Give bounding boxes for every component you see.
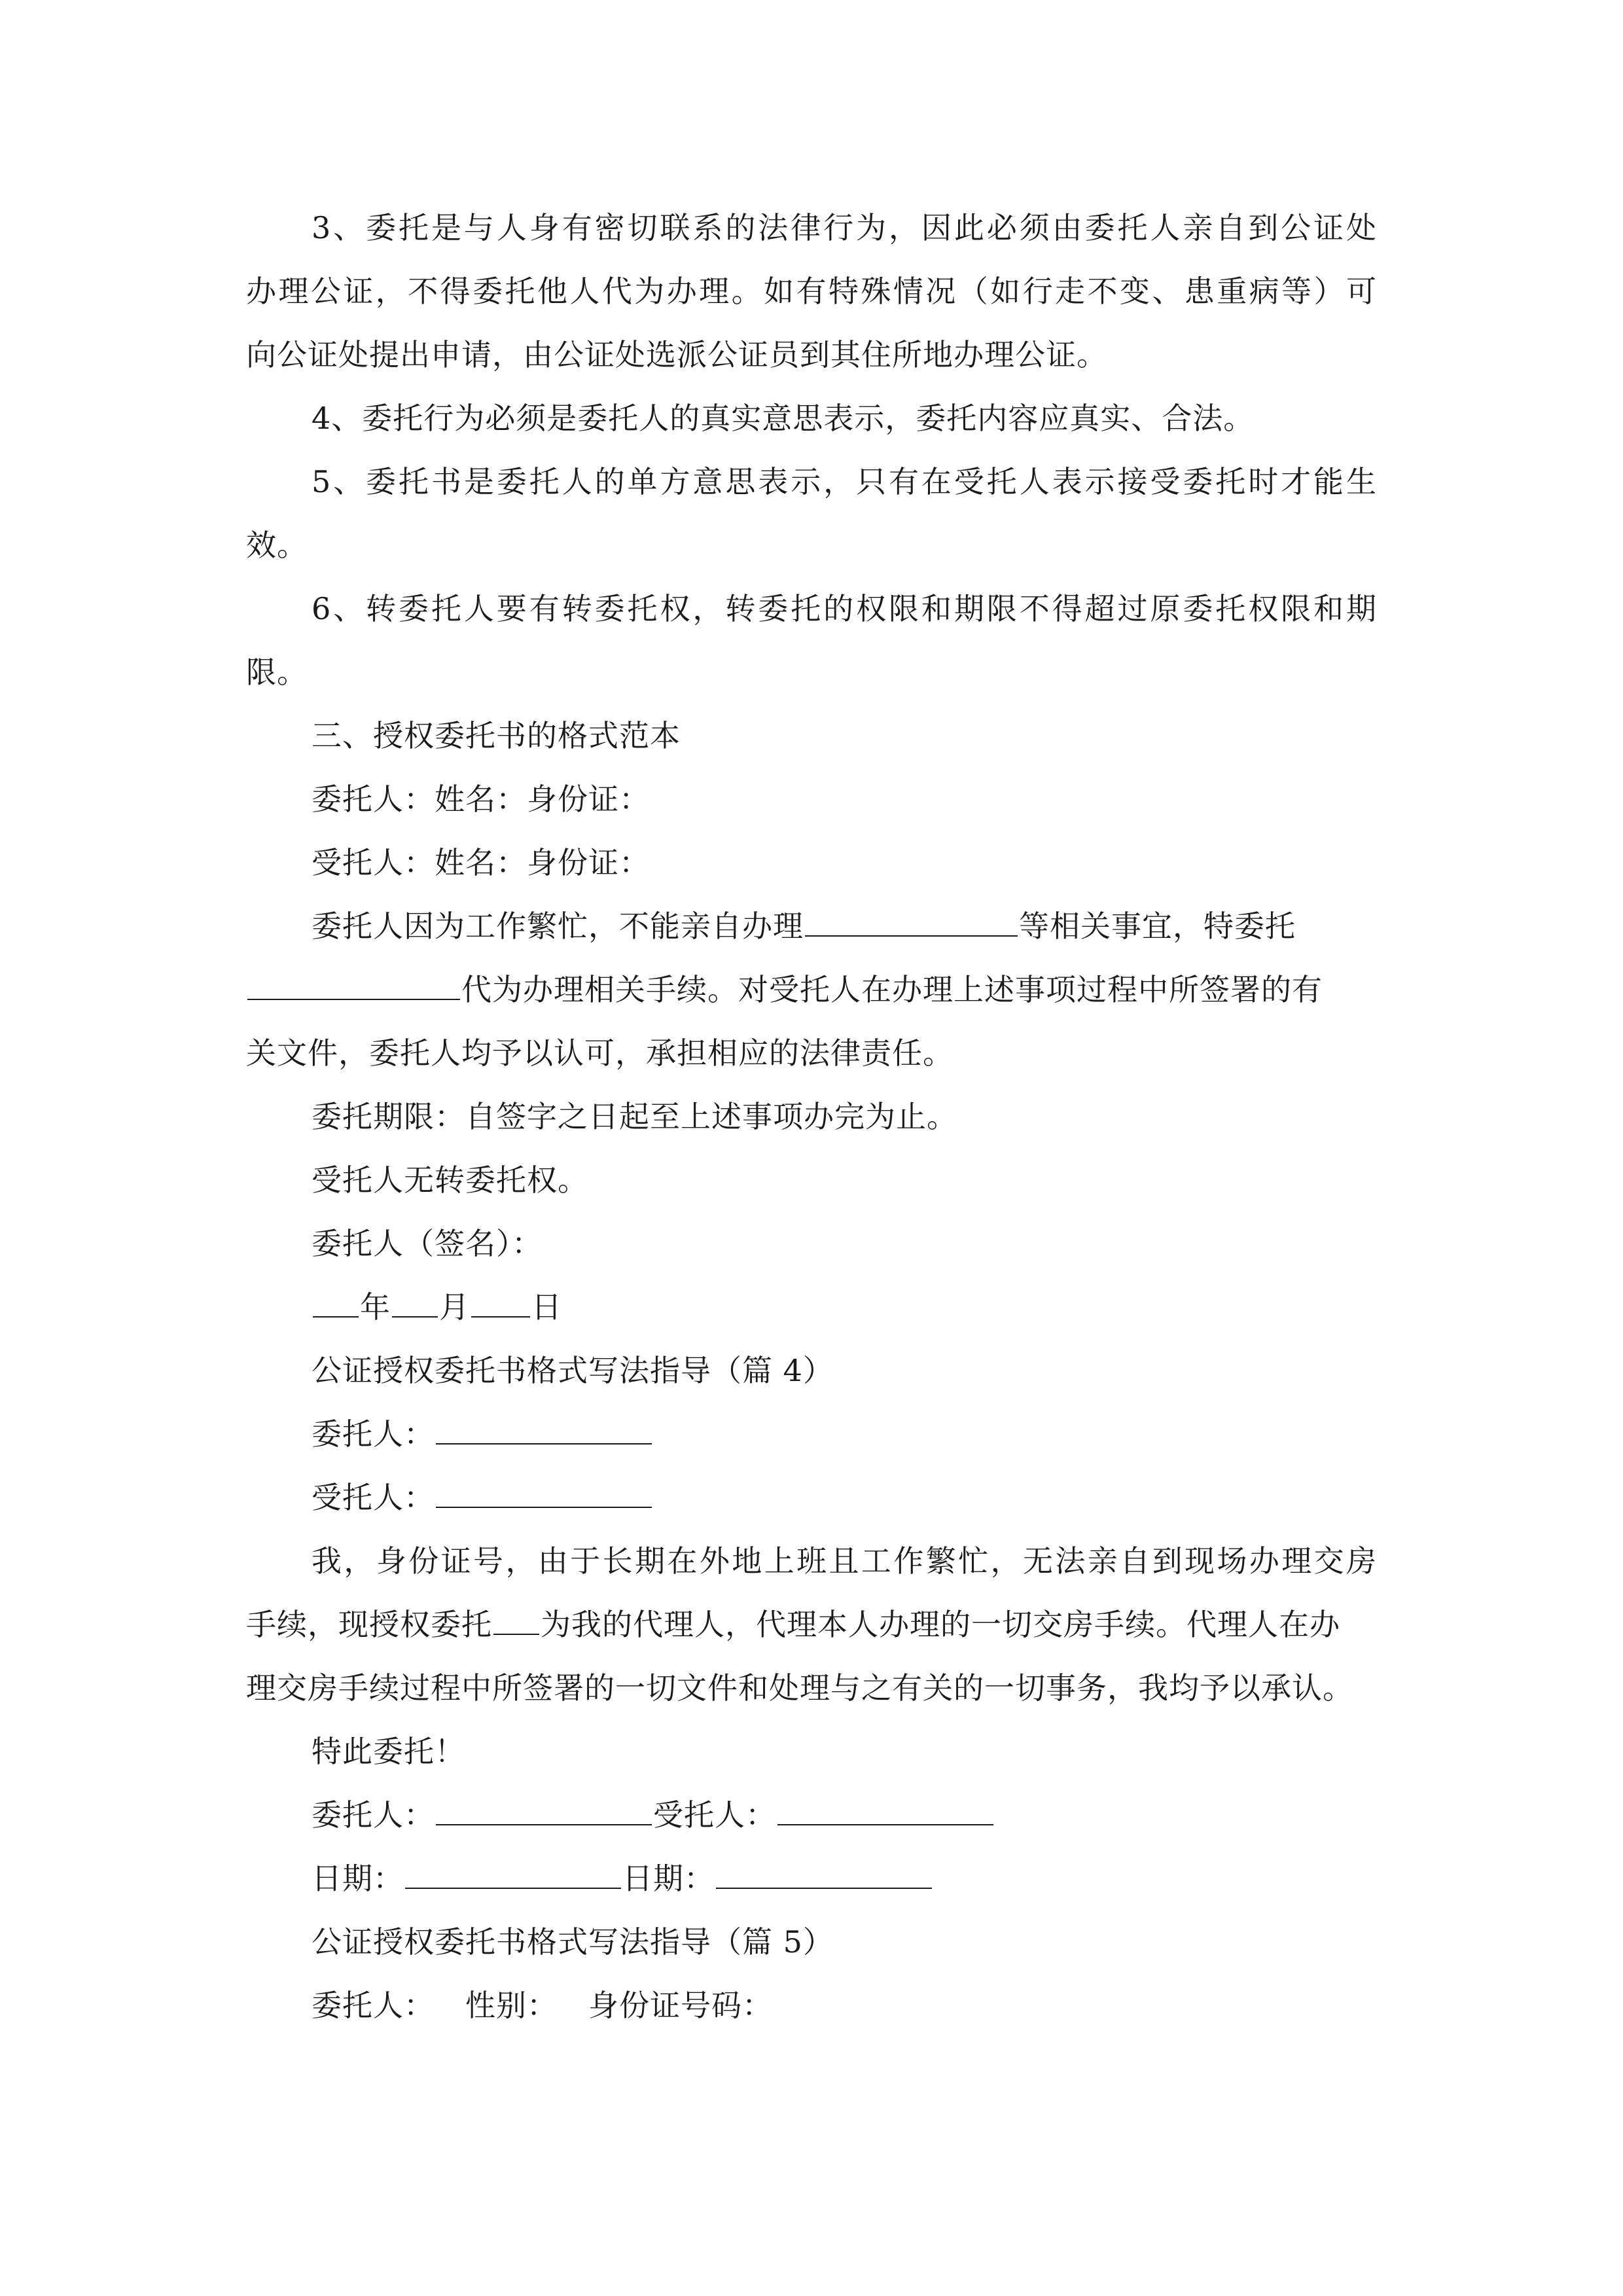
piece-4-sign-principal-label: 委托人： <box>312 1797 435 1833</box>
piece-4-date2-blank <box>716 1854 932 1889</box>
paragraph-3-line-1: 3、委托是与人身有密切联系的法律行为，因此必须由委托人亲自到公证处 <box>312 210 1377 245</box>
piece-4-signature-line <box>246 1784 1377 1847</box>
piece-4-body-text-b: 为我的代理人，代理本人办理的一切交房手续。代理人在办 <box>541 1607 1340 1642</box>
date-line <box>246 1276 1377 1339</box>
piece-4-principal-label: 委托人： <box>312 1416 435 1452</box>
delegation-body-text-a: 委托人因为工作繁忙，不能亲自办理 <box>312 908 804 944</box>
piece-4-date2-label: 日期： <box>622 1861 715 1896</box>
piece-4-body-line-1: 我，身份证号，由于长期在外地上班且工作繁忙，无法亲自到现场办理交房 <box>312 1543 1377 1579</box>
paragraph-6-line-2: 限。 <box>246 655 308 690</box>
document-body <box>246 196 1377 2037</box>
no-subdelegation-line: 受托人无转委托权。 <box>312 1162 588 1198</box>
piece-5-principal-label: 委托人： <box>312 1988 435 2023</box>
agent-name-blank <box>247 965 460 1000</box>
delegation-body-line-2 <box>246 958 1377 1022</box>
month-blank <box>392 1282 438 1318</box>
piece-4-body-text-a: 手续，现授权委托 <box>246 1607 492 1642</box>
paragraph-5-line-1: 5、委托书是委托人的单方意思表示，只有在受托人表示接受委托时才能生 <box>312 464 1377 499</box>
paragraph-4: 4、委托行为必须是委托人的真实意思表示，委托内容应真实、合法。 <box>312 401 1255 436</box>
piece-4-heading: 公证授权委托书格式写法指导（篇 4） <box>312 1353 834 1388</box>
piece-4-sign-agent-label: 受托人： <box>653 1797 776 1833</box>
principal-info-line: 委托人：姓名：身份证： <box>312 781 650 817</box>
paragraph-6-line-1: 6、转委托人要有转委托权，转委托的权限和期限不得超过原委托权限和期 <box>312 591 1377 626</box>
piece-5-gender-label: 性别： <box>465 1988 558 2023</box>
piece-4-principal-blank <box>436 1409 652 1444</box>
piece-4-agent-line <box>246 1466 1377 1530</box>
delegation-body-text-c: 代为办理相关手续。对受托人在办理上述事项过程中所签署的有 <box>461 972 1323 1007</box>
piece-4-principal-line <box>246 1403 1377 1466</box>
section-3-heading: 三、授权委托书的格式范本 <box>312 718 681 753</box>
day-label: 日 <box>531 1289 562 1325</box>
piece-4-agent-label: 受托人： <box>312 1480 435 1515</box>
piece-4-agent-name-blank <box>493 1600 539 1635</box>
piece-4-closing: 特此委托！ <box>312 1734 465 1769</box>
delegation-body-text-b: 等相关事宜，特委托 <box>1019 908 1296 944</box>
day-blank <box>471 1282 530 1318</box>
paragraph-3-line-3: 向公证处提出申请，由公证处选派公证员到其住所地办理公证。 <box>246 337 1107 372</box>
piece-4-body-line-2 <box>246 1593 1377 1657</box>
year-label: 年 <box>360 1289 391 1325</box>
paragraph-3-line-2: 办理公证，不得委托他人代为办理。如有特殊情况（如行走不变、患重病等）可 <box>246 274 1377 309</box>
delegation-body-line-1 <box>246 895 1377 958</box>
piece-4-date1-label: 日期： <box>312 1861 404 1896</box>
piece-4-sign-agent-blank <box>777 1790 993 1825</box>
principal-signature-line: 委托人（签名）： <box>312 1226 543 1261</box>
delegation-body-line-3: 关文件，委托人均予以认可，承担相应的法律责任。 <box>246 1035 954 1071</box>
piece-4-date1-blank <box>405 1854 621 1889</box>
piece-5-heading: 公证授权委托书格式写法指导（篇 5） <box>312 1924 834 1960</box>
piece-4-sign-principal-blank <box>436 1790 652 1825</box>
matter-blank <box>805 901 1018 937</box>
paragraph-5-line-2: 效。 <box>246 528 308 563</box>
piece-4-agent-blank <box>436 1473 652 1508</box>
term-line: 委托期限：自签字之日起至上述事项办完为止。 <box>312 1099 957 1134</box>
piece-4-date-line <box>246 1847 1377 1910</box>
piece-5-principal-line <box>246 1974 1377 2037</box>
piece-5-id-label: 身份证号码： <box>588 1988 773 2023</box>
agent-info-line: 受托人：姓名：身份证： <box>312 845 650 880</box>
month-label: 月 <box>439 1289 470 1325</box>
piece-4-body-line-3: 理交房手续过程中所签署的一切文件和处理与之有关的一切事务，我均予以承认。 <box>246 1670 1353 1706</box>
year-blank <box>313 1282 359 1318</box>
